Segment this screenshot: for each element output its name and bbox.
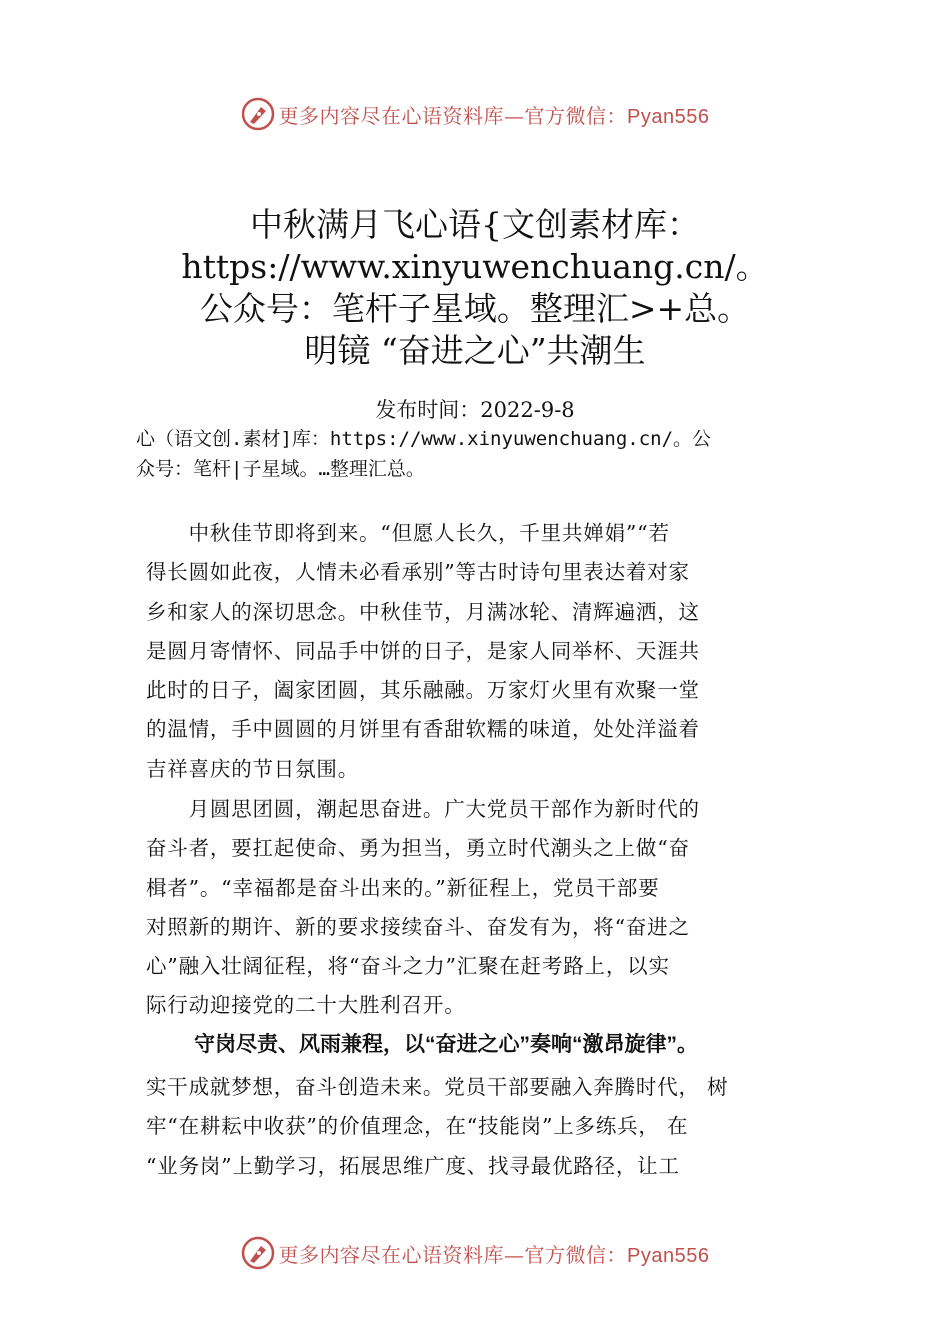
text-line: 乡和家人的深切思念。中秋佳节，月满冰轮、清辉遍洒，这: [146, 599, 700, 624]
footer-banner: [0, 1233, 950, 1273]
banner-text: 更多内容尽在心语资料库—官方微信：Pyan556: [278, 1242, 710, 1267]
source-line: 心（语文创.素材]库：https://www.xinyuwenchuang.cn/。公: [136, 428, 712, 450]
banner-wechat: Pyan556: [627, 1244, 710, 1267]
text-line: “业务岗”上勤学习，拓展思维广度、找寻最优路径，让工: [146, 1153, 680, 1178]
source-note: [136, 424, 826, 484]
text-line: 此时的日子，阖家团圆，其乐融融。万家灯火里有欢聚一堂: [146, 678, 700, 703]
document-title: [0, 204, 950, 372]
banner-text: 更多内容尽在心语资料库—官方微信：Pyan556: [278, 103, 710, 128]
text-line: 楫者”。“幸福都是奋斗出来的。”新征程上，党员干部要: [146, 875, 660, 900]
publish-date: 发布时间：2022-9-8: [375, 398, 575, 422]
title-line: https://www.xinyuwenchuang.cn/。: [181, 247, 769, 286]
text-line: 得长圆如此夜，人情未必看承别”等古时诗句里表达着对家: [146, 560, 690, 585]
banner-wechat: Pyan556: [627, 105, 710, 128]
title-line: 中秋满月飞心语{文创素材库：: [250, 205, 700, 244]
section-heading: 守岗尽责、风雨兼程，以“奋进之心”奏响“激昂旋律”。: [194, 1033, 698, 1056]
text-line: 际行动迎接党的二十大胜利召开。: [146, 993, 466, 1018]
paragraph-3: [146, 1068, 810, 1186]
text-line: 是圆月寄情怀、同品手中饼的日子，是家人同举杯、天涯共: [146, 638, 700, 663]
title-line: 明镜 “奋进之心”共潮生: [304, 331, 646, 370]
header-banner: [0, 94, 950, 134]
text-line: 奋斗者，要扛起使命、勇为担当，勇立时代潮头之上做“奋: [146, 836, 690, 861]
paragraph-2: [146, 790, 810, 1026]
source-line: 众号：笔杆|子星域。…整理汇总。: [136, 458, 425, 480]
text-line: 心”融入壮阔征程，将“奋斗之力”汇聚在赶考路上，以实: [146, 954, 670, 979]
text-line: 实干成就梦想，奋斗创造未来。党员干部要融入奔腾时代， 树: [146, 1075, 729, 1099]
pen-nib-logo-icon: [241, 1236, 275, 1270]
text-line: 对照新的期许、新的要求接续奋斗、奋发有为，将“奋进之: [146, 914, 690, 939]
text-line: 吉祥喜庆的节日氛围。: [146, 756, 359, 781]
pen-nib-logo-icon: [241, 97, 275, 131]
text-line: 月圆思团圆，潮起思奋进。广大党员干部作为新时代的: [146, 797, 700, 821]
paragraph-1: [146, 514, 810, 789]
text-line: 牢“在耕耘中收获”的价值理念，在“技能岗”上多练兵， 在: [146, 1114, 689, 1139]
title-line: 公众号：笔杆子星域。整理汇>+总。: [199, 289, 751, 328]
text-line: 中秋佳节即将到来。“但愿人长久，千里共婵娟”“若: [146, 521, 670, 545]
text-line: 的温情，手中圆圆的月饼里有香甜软糯的味道，处处洋溢着: [146, 717, 700, 742]
